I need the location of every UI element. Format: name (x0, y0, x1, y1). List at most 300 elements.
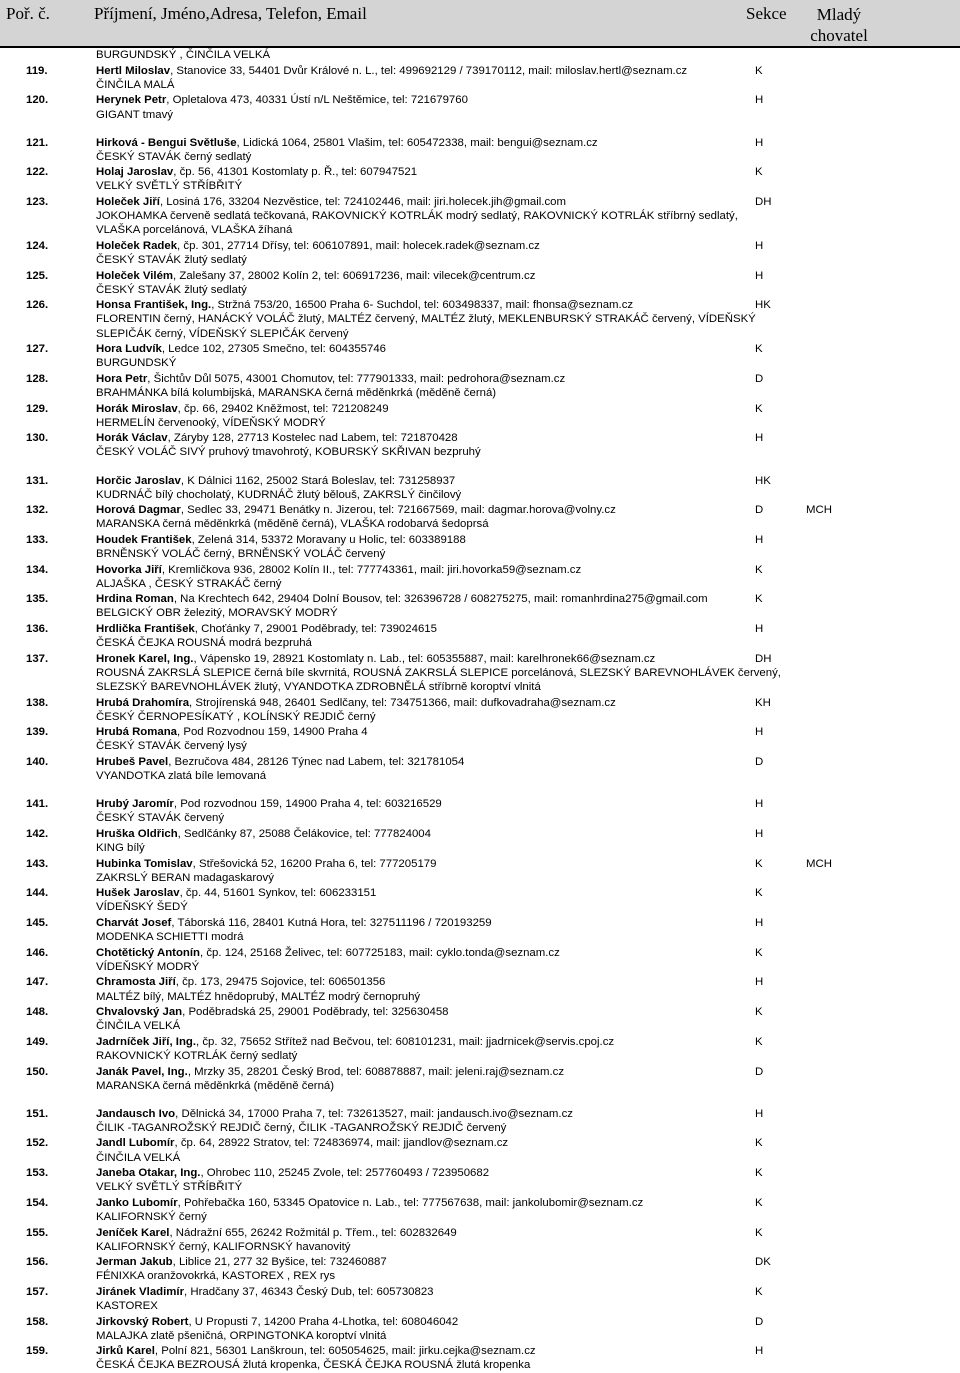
entry-number: 130. (26, 432, 49, 445)
entry-number: 135. (26, 593, 49, 606)
breed-line: ČINČILA VELKÁ (96, 1151, 181, 1164)
entry-breed-line (0, 1121, 960, 1135)
list-item (0, 1285, 960, 1313)
list-item (0, 827, 960, 855)
list-item (0, 563, 960, 591)
entry-section: H (755, 239, 764, 252)
breed-line: ČESKÝ STAVÁK žlutý sedlatý (96, 283, 247, 296)
entry-breed-line (0, 327, 960, 341)
entry-main-line (0, 946, 960, 960)
member-address: , Opletalova 473, 40331 Ústí n/L Neštěmice, tel: 721679760 (166, 94, 468, 107)
member-name: Holeček Radek (96, 239, 178, 252)
member-name: Holeček Vilém (96, 269, 174, 282)
member-address: , Polní 821, 56301 Lanškroun, tel: 605054625, mail: jirku.cejka@seznam.cz (154, 1345, 536, 1358)
member-address: , Strojírenská 948, 26401 Sedlčany, tel: 734751366, mail: dufkovadraha@seznam.cz (189, 696, 616, 709)
breed-line: VÍDEŇSKÝ ŠEDÝ (96, 901, 188, 914)
list-item (0, 1344, 960, 1372)
entry-section: HK (755, 474, 771, 487)
list-item (0, 857, 960, 885)
entry-contact (96, 195, 566, 209)
entry-contact (96, 1107, 573, 1121)
entry-contact (96, 93, 468, 107)
list-item (0, 1255, 960, 1283)
entry-contact (96, 592, 708, 606)
list-item (0, 474, 960, 502)
entry-section: K (755, 343, 763, 356)
entry-section: D (755, 756, 764, 768)
member-address: , Losiná 176, 33204 Nezvěstice, tel: 724102446, mail: jiri.holecek.jih@gmail.com (159, 196, 566, 208)
entry-main-line (0, 1107, 960, 1121)
entry-breed-line (0, 283, 960, 297)
entry-contact (96, 239, 540, 253)
member-name: Hrubá Romana (96, 726, 178, 739)
entry-breed-line (0, 577, 960, 591)
list-item (0, 946, 960, 974)
member-name: Hirková - Bengui Světluše (96, 136, 237, 149)
entry-main-line (0, 64, 960, 78)
member-address: , Pod rozvodnou 159, 14900 Praha 4, tel: 603216529 (173, 798, 442, 811)
entry-main-line (0, 503, 960, 517)
entry-main-line (0, 136, 960, 150)
member-name: Jeníček Karel (96, 1226, 170, 1239)
member-name: Jadrníček Jiří, Ing. (96, 1035, 197, 1048)
member-address: , K Dálnici 1162, 25002 Stará Boleslav, tel: 731258937 (180, 474, 456, 487)
list-item (0, 64, 960, 92)
member-address: , čp. 56, 41301 Kostomlaty p. Ř., tel: 607947521 (173, 166, 418, 179)
entry-section: K (755, 563, 763, 576)
entry-main-line (0, 1196, 960, 1210)
entry-number: 158. (26, 1315, 49, 1328)
entry-breed-line (0, 606, 960, 620)
entry-number: 122. (26, 166, 49, 179)
breed-line: FLORENTIN černý, HANÁCKÝ VOLÁČ žlutý, MALTÉZ červený, MALTÉZ žlutý, MEKLENBURSKÝ STRAKÁČ červený, VÍDEŇSKÝ (96, 313, 756, 326)
entry-number: 128. (26, 372, 49, 385)
entry-number: 127. (26, 343, 49, 356)
member-address: , čp. 44, 51601 Synkov, tel: 606233151 (179, 887, 377, 900)
entry-breed-line (0, 1079, 960, 1093)
member-name: Herynek Petr (96, 94, 167, 107)
member-address: , U Propusti 7, 14200 Praha 4-Lhotka, tel: 608046042 (188, 1315, 459, 1328)
header-young-breeder-line2: chovatel (810, 26, 868, 45)
header-section: Sekce (746, 4, 787, 23)
member-address: , Zelená 314, 53372 Moravany u Holic, tel: 603389188 (191, 533, 466, 546)
member-address: , Lidická 1064, 25801 Vlašim, tel: 605472338, mail: bengui@seznam.cz (236, 136, 598, 149)
member-address: , čp. 301, 27714 Dřísy, tel: 606107891, mail: holecek.radek@seznam.cz (177, 239, 540, 252)
entry-contact (96, 725, 368, 739)
entry-breed-line (0, 547, 960, 561)
member-address: , čp. 124, 25168 Želivec, tel: 607725183, mail: cyklo.tonda@seznam.cz (200, 946, 560, 959)
entry-section: K (755, 402, 763, 415)
entry-number: 123. (26, 196, 49, 208)
list-item (0, 503, 960, 531)
entry-contact (96, 696, 616, 710)
entry-contact (96, 402, 389, 416)
entry-section: K (755, 64, 763, 77)
breed-line: VELKÝ SVĚTLÝ STŘÍBŘITÝ (96, 180, 243, 193)
breed-line: ČESKÝ STAVÁK žlutý sedlatý (96, 254, 247, 267)
member-name: Hrubeš Pavel (96, 756, 169, 768)
entry-main-line (0, 474, 960, 488)
member-name: Hertl Miloslav (96, 64, 171, 77)
entry-number: 121. (26, 136, 49, 149)
list-item (0, 1065, 960, 1093)
member-name: Chotětický Antonín (96, 946, 200, 959)
member-address: , Střešovická 52, 16200 Praha 6, tel: 777205179 (192, 857, 437, 870)
entry-contact (96, 165, 417, 179)
entry-breed-line (0, 960, 960, 974)
entry-section: DK (755, 1256, 771, 1269)
member-address: , Ledce 102, 27305 Smečno, tel: 604355746 (161, 343, 387, 356)
entry-breed-line (0, 990, 960, 1004)
entry-contact (96, 372, 565, 386)
list-item (0, 916, 960, 944)
member-name: Hušek Jaroslav (96, 887, 180, 900)
breed-line: MALAJKA zlatě pšeničná, ORPINGTONKA koroptví vlnitá (96, 1329, 387, 1342)
breed-line: BURGUNDSKÝ (96, 357, 177, 370)
entry-main-line (0, 857, 960, 871)
member-name: Jirků Karel (96, 1345, 155, 1358)
member-name: Holeček Jiří (96, 196, 160, 208)
breed-line: MODENKA SCHIETTI modrá (96, 931, 244, 944)
entry-breed-line (0, 841, 960, 855)
entry-contact (96, 1226, 457, 1240)
breed-line: BELGICKÝ OBR železitý, MORAVSKÝ MODRÝ (96, 607, 338, 620)
entry-main-line (0, 269, 960, 283)
breed-line: BRNĚNSKÝ VOLÁČ černý, BRNĚNSKÝ VOLÁČ červený (96, 548, 386, 561)
entry-contact (96, 298, 633, 312)
entry-section: H (755, 269, 764, 282)
entry-breed-line (0, 517, 960, 531)
entry-number: 152. (26, 1137, 49, 1150)
header-number: Poř. č. (6, 4, 50, 23)
breed-line: ČESKÝ STAVÁK červený (96, 812, 225, 825)
entry-section: D (755, 1065, 764, 1078)
entry-breed-line (0, 253, 960, 267)
member-name: Horová Dagmar (96, 504, 181, 517)
member-address: , Záryby 128, 27713 Kostelec nad Labem, tel: 721870428 (167, 432, 458, 445)
entry-number: 145. (26, 917, 49, 929)
entry-section: K (755, 1167, 763, 1180)
list-item (0, 755, 960, 783)
entry-breed-line (0, 1049, 960, 1063)
entry-number: 148. (26, 1006, 49, 1019)
list-item (0, 269, 960, 297)
breed-line: ČINČILA VELKÁ (96, 1020, 181, 1033)
breed-line: ZAKRSLÝ BERAN madagaskarový (96, 871, 274, 884)
entry-section: K (755, 1196, 763, 1209)
breed-line: ČESKÁ ČEJKA BEZROUSÁ žlutá kropenka, ČESKÁ ČEJKA ROUSNÁ žlutá kropenka (96, 1359, 531, 1372)
member-name: Horák Václav (96, 432, 168, 445)
entry-number: 149. (26, 1035, 49, 1048)
header-young-breeder-line1: Mladý (816, 5, 862, 24)
entry-number: 132. (26, 504, 49, 517)
member-name: Chvalovský Jan (96, 1006, 183, 1019)
entry-main-line (0, 1136, 960, 1150)
member-name: Jiránek Vladimír (96, 1285, 185, 1298)
entry-main-line (0, 1285, 960, 1299)
entry-main-line (0, 975, 960, 989)
member-address: , Šichtův Důl 5075, 43001 Chomutov, tel: 777901333, mail: pedrohora@seznam.cz (147, 372, 566, 385)
member-address: , Poděbradská 25, 29001 Poděbrady, tel: 325630458 (182, 1006, 449, 1019)
entry-breed-line (0, 78, 960, 92)
breed-line: BURGUNDSKÝ , ČINČILA VELKÁ (96, 49, 271, 61)
entry-contact (96, 652, 655, 666)
breed-line: KING bílý (96, 842, 145, 855)
member-name: Janeba Otakar, Ing. (96, 1167, 201, 1180)
entry-breed-line (0, 1299, 960, 1313)
entry-breed-line (0, 312, 960, 326)
member-name: Hubinka Tomislav (96, 857, 193, 870)
entry-section: H (755, 798, 764, 811)
list-item (0, 696, 960, 724)
entry-main-line (0, 298, 960, 312)
entry-contact (96, 886, 376, 900)
entry-contact (96, 797, 442, 811)
entry-main-line (0, 916, 960, 930)
entry-breed-line (0, 150, 960, 164)
entry-main-line (0, 195, 960, 209)
member-name: Jirkovský Robert (96, 1315, 189, 1328)
entry-breed-line (0, 680, 960, 694)
member-name: Jandl Lubomír (96, 1137, 175, 1150)
breed-line: SLEPIČÁK černý, VÍDEŇSKÝ SLEPIČÁK červený (96, 327, 349, 340)
breed-line: ČESKÝ VOLÁČ SIVÝ pruhový tmavohrotý, KOBURSKÝ SKŘIVAN bezpruhý (96, 446, 481, 459)
entry-section: H (755, 827, 764, 840)
entry-number: 141. (26, 798, 49, 811)
member-address: , Bezručova 484, 28126 Týnec nad Labem, tel: 321781054 (168, 756, 465, 768)
entry-section: H (755, 136, 764, 149)
entry-young-breeder: MCH (806, 504, 832, 517)
entry-section: H (755, 623, 764, 635)
list-item (0, 402, 960, 430)
entry-breed-line (0, 710, 960, 724)
entry-contact (96, 563, 581, 577)
entry-contact (96, 474, 455, 488)
member-address: , Ohrobec 110, 25245 Zvole, tel: 257760493 / 723950682 (200, 1167, 490, 1180)
list-item (0, 136, 960, 164)
entry-contact (96, 1136, 508, 1150)
entry-main-line (0, 1255, 960, 1269)
list-item (0, 93, 960, 121)
entry-breed-line (0, 1269, 960, 1283)
entry-section: H (755, 94, 764, 107)
entry-breed-line (0, 739, 960, 753)
member-address: , Vápensko 19, 28921 Kostomlaty n. Lab., tel: 605355887, mail: karelhronek66@seznam.cz (193, 652, 656, 665)
breed-line: MALTÉZ bílý, MALTÉZ hnědoprubý, MALTÉZ modrý černopruhý (96, 990, 421, 1003)
member-name: Holaj Jaroslav (96, 166, 174, 179)
entry-section: KH (755, 696, 771, 709)
breed-line: SLEZSKÝ BAREVNOHLÁVEK žlutý, VYANDOTKA ZDROBNĚLÁ stříbrně koroptví vlnitá (96, 681, 541, 694)
list-item (0, 1035, 960, 1063)
member-address: , Mrzky 35, 28201 Český Brod, tel: 608878887, mail: jeleni.raj@seznam.cz (187, 1065, 565, 1078)
list-item (0, 1226, 960, 1254)
member-address: , Stanovice 33, 54401 Dvůr Králové n. L., tel: 499692129 / 739170112, mail: miloslav.hertl@seznam.cz (170, 64, 688, 77)
list-item (0, 622, 960, 650)
member-name: Hovorka Jiří (96, 563, 162, 576)
entry-contact (96, 64, 687, 78)
entry-contact (96, 755, 464, 769)
list-item (0, 48, 960, 62)
entry-contact (96, 1166, 489, 1180)
entry-main-line (0, 797, 960, 811)
entry-contact (96, 269, 535, 283)
entry-contact (96, 1065, 564, 1079)
member-address: , čp. 32, 75652 Střítež nad Bečvou, tel: 608101231, mail: jjadrnicek@servis.cpoj.cz (196, 1035, 615, 1048)
entry-main-line (0, 431, 960, 445)
member-name: Hrubá Drahomíra (96, 696, 190, 709)
entry-breed-line (0, 636, 960, 650)
entry-breed-line (0, 488, 960, 502)
entry-number: 134. (26, 563, 49, 576)
member-address: , Pohřebačka 160, 53345 Opatovice n. Lab., tel: 777567638, mail: jankolubomir@seznam.cz (177, 1196, 644, 1209)
member-address: , Na Krechtech 642, 29404 Dolní Bousov, tel: 326396728 / 608275275, mail: romanhrdina275@gmail.com (173, 593, 708, 606)
entry-section: H (755, 976, 764, 989)
member-name: Janko Lubomír (96, 1196, 178, 1209)
entry-section: DH (755, 196, 772, 208)
entry-section: D (755, 372, 764, 385)
entry-main-line (0, 372, 960, 386)
breed-line: JOKOHAMKA červeně sedlatá tečkovaná, RAKOVNICKÝ KOTRLÁK modrý sedlatý, RAKOVNICKÝ KOTRLÁK stříbrný sedlatý, (96, 210, 738, 223)
entry-number: 144. (26, 887, 49, 900)
entry-main-line (0, 93, 960, 107)
entry-number: 119. (26, 64, 48, 77)
member-name: Horák Miroslav (96, 402, 178, 415)
entry-contact (96, 431, 458, 445)
list-item (0, 886, 960, 914)
member-name: Hora Petr (96, 372, 148, 385)
breed-line: KALIFORNSKÝ černý (96, 1210, 207, 1223)
member-name: Janák Pavel, Ing. (96, 1065, 188, 1078)
entry-contact (96, 342, 386, 356)
entry-main-line (0, 827, 960, 841)
entry-number: 140. (26, 756, 49, 768)
member-address: , Stržná 753/20, 16500 Praha 6- Suchdol, tel: 603498337, mail: fhonsa@seznam.cz (211, 299, 634, 312)
entry-contact (96, 622, 437, 636)
entry-section: K (755, 1035, 763, 1048)
entry-young-breeder: MCH (806, 857, 832, 870)
entry-section: K (755, 857, 763, 870)
list-item (0, 592, 960, 620)
entry-main-line (0, 652, 960, 666)
list-item (0, 239, 960, 267)
entry-section: K (755, 946, 763, 959)
member-address: , čp. 66, 29402 Kněžmost, tel: 721208249 (177, 402, 389, 415)
breed-line: ČESKÝ STAVÁK černý sedlatý (96, 150, 252, 163)
entry-main-line (0, 1315, 960, 1329)
entry-number: 153. (26, 1167, 49, 1180)
entry-number: 142. (26, 827, 49, 840)
breed-line: KALIFORNSKÝ černý, KALIFORNSKÝ havanovitý (96, 1240, 351, 1253)
entry-main-line (0, 1166, 960, 1180)
breed-line: VÍDEŇSKÝ MODRÝ (96, 960, 200, 973)
member-address: , čp. 173, 29475 Sojovice, tel: 606501356 (175, 976, 386, 989)
header-young-breeder (800, 4, 878, 46)
entry-section: H (755, 432, 764, 445)
entry-number: 129. (26, 402, 49, 415)
entry-breed-line (0, 930, 960, 944)
entry-main-line (0, 622, 960, 636)
list-item (0, 372, 960, 400)
entry-number: 138. (26, 696, 49, 709)
breed-line: ČINČILA MALÁ (96, 78, 175, 91)
list-item (0, 725, 960, 753)
entry-main-line (0, 1065, 960, 1079)
entry-contact (96, 503, 616, 517)
entry-section: H (755, 726, 764, 739)
member-name: Chramosta Jiří (96, 976, 176, 989)
entry-main-line (0, 1005, 960, 1019)
entry-breed-line (0, 1019, 960, 1033)
entry-contact (96, 827, 431, 841)
entry-number: 126. (26, 299, 49, 312)
entry-contact (96, 1285, 434, 1299)
member-address: , Pod Rozvodnou 159, 14900 Praha 4 (177, 726, 368, 739)
entry-number: 156. (26, 1256, 49, 1269)
entry-breed-line (0, 769, 960, 783)
member-address: , Táborská 116, 28401 Kutná Hora, tel: 327511196 / 720193259 (171, 917, 492, 929)
member-address: , Choťánky 7, 29001 Poděbrady, tel: 739024615 (194, 623, 437, 635)
entry-section: D (755, 1315, 764, 1328)
entry-contact (96, 1005, 449, 1019)
member-address: , Hradčany 37, 46343 Český Dub, tel: 605730823 (184, 1285, 434, 1298)
entry-main-line (0, 755, 960, 769)
list-item (0, 533, 960, 561)
list-item (0, 1005, 960, 1033)
member-name: Houdek František (96, 533, 192, 546)
entry-main-line (0, 239, 960, 253)
entry-breed-line (0, 1240, 960, 1254)
entry-breed-line (0, 209, 960, 223)
entry-section: H (755, 1345, 764, 1358)
entry-main-line (0, 402, 960, 416)
breed-line: ČESKÝ STAVÁK červený lysý (96, 740, 247, 753)
breed-line: ČILIK -TAGANROŽSKÝ REJDIČ černý, ČILIK -TAGANROŽSKÝ REJDIČ červený (96, 1121, 507, 1134)
breed-line: GIGANT tmavý (96, 108, 174, 121)
member-address: , Dělnická 34, 17000 Praha 7, tel: 732613527, mail: jandausch.ivo@seznam.cz (175, 1107, 573, 1120)
list-item (0, 165, 960, 193)
entry-section: K (755, 1285, 763, 1298)
entry-number: 139. (26, 726, 49, 739)
entry-main-line (0, 696, 960, 710)
entry-section: K (755, 1137, 763, 1150)
list-item (0, 342, 960, 370)
entry-main-line (0, 592, 960, 606)
entry-number: 159. (26, 1345, 49, 1358)
entry-number: 154. (26, 1196, 49, 1209)
breed-line: KASTOREX (96, 1300, 158, 1313)
entry-section: K (755, 166, 763, 179)
breed-line: ALJAŠKA , ČESKÝ STRAKÁČ černý (96, 577, 282, 590)
member-address: , Liblice 21, 277 32 Byšice, tel: 732460887 (172, 1256, 387, 1269)
entry-number: 133. (26, 533, 49, 546)
breed-line: ROUSNÁ ZAKRSLÁ SLEPICE černá bíle skvrnitá, ROUSNÁ ZAKRSLÁ SLEPICE porcelánová, SLEZSKÝ BAREVNOHLÁVEK červený, (96, 666, 781, 679)
entry-breed-line (0, 1358, 960, 1372)
entry-breed-line (0, 1210, 960, 1224)
entry-section: H (755, 917, 764, 929)
entry-contact (96, 1196, 643, 1210)
entry-number: 137. (26, 652, 49, 665)
entry-number: 147. (26, 976, 49, 989)
entry-number: 155. (26, 1226, 49, 1239)
entry-main-line (0, 1035, 960, 1049)
entry-contact (96, 1315, 458, 1329)
entry-contact (96, 975, 385, 989)
entry-number: 150. (26, 1065, 49, 1078)
entry-breed-line (0, 179, 960, 193)
entry-breed-line (0, 445, 960, 459)
member-name: Hora Ludvík (96, 343, 162, 356)
entry-main-line (0, 886, 960, 900)
